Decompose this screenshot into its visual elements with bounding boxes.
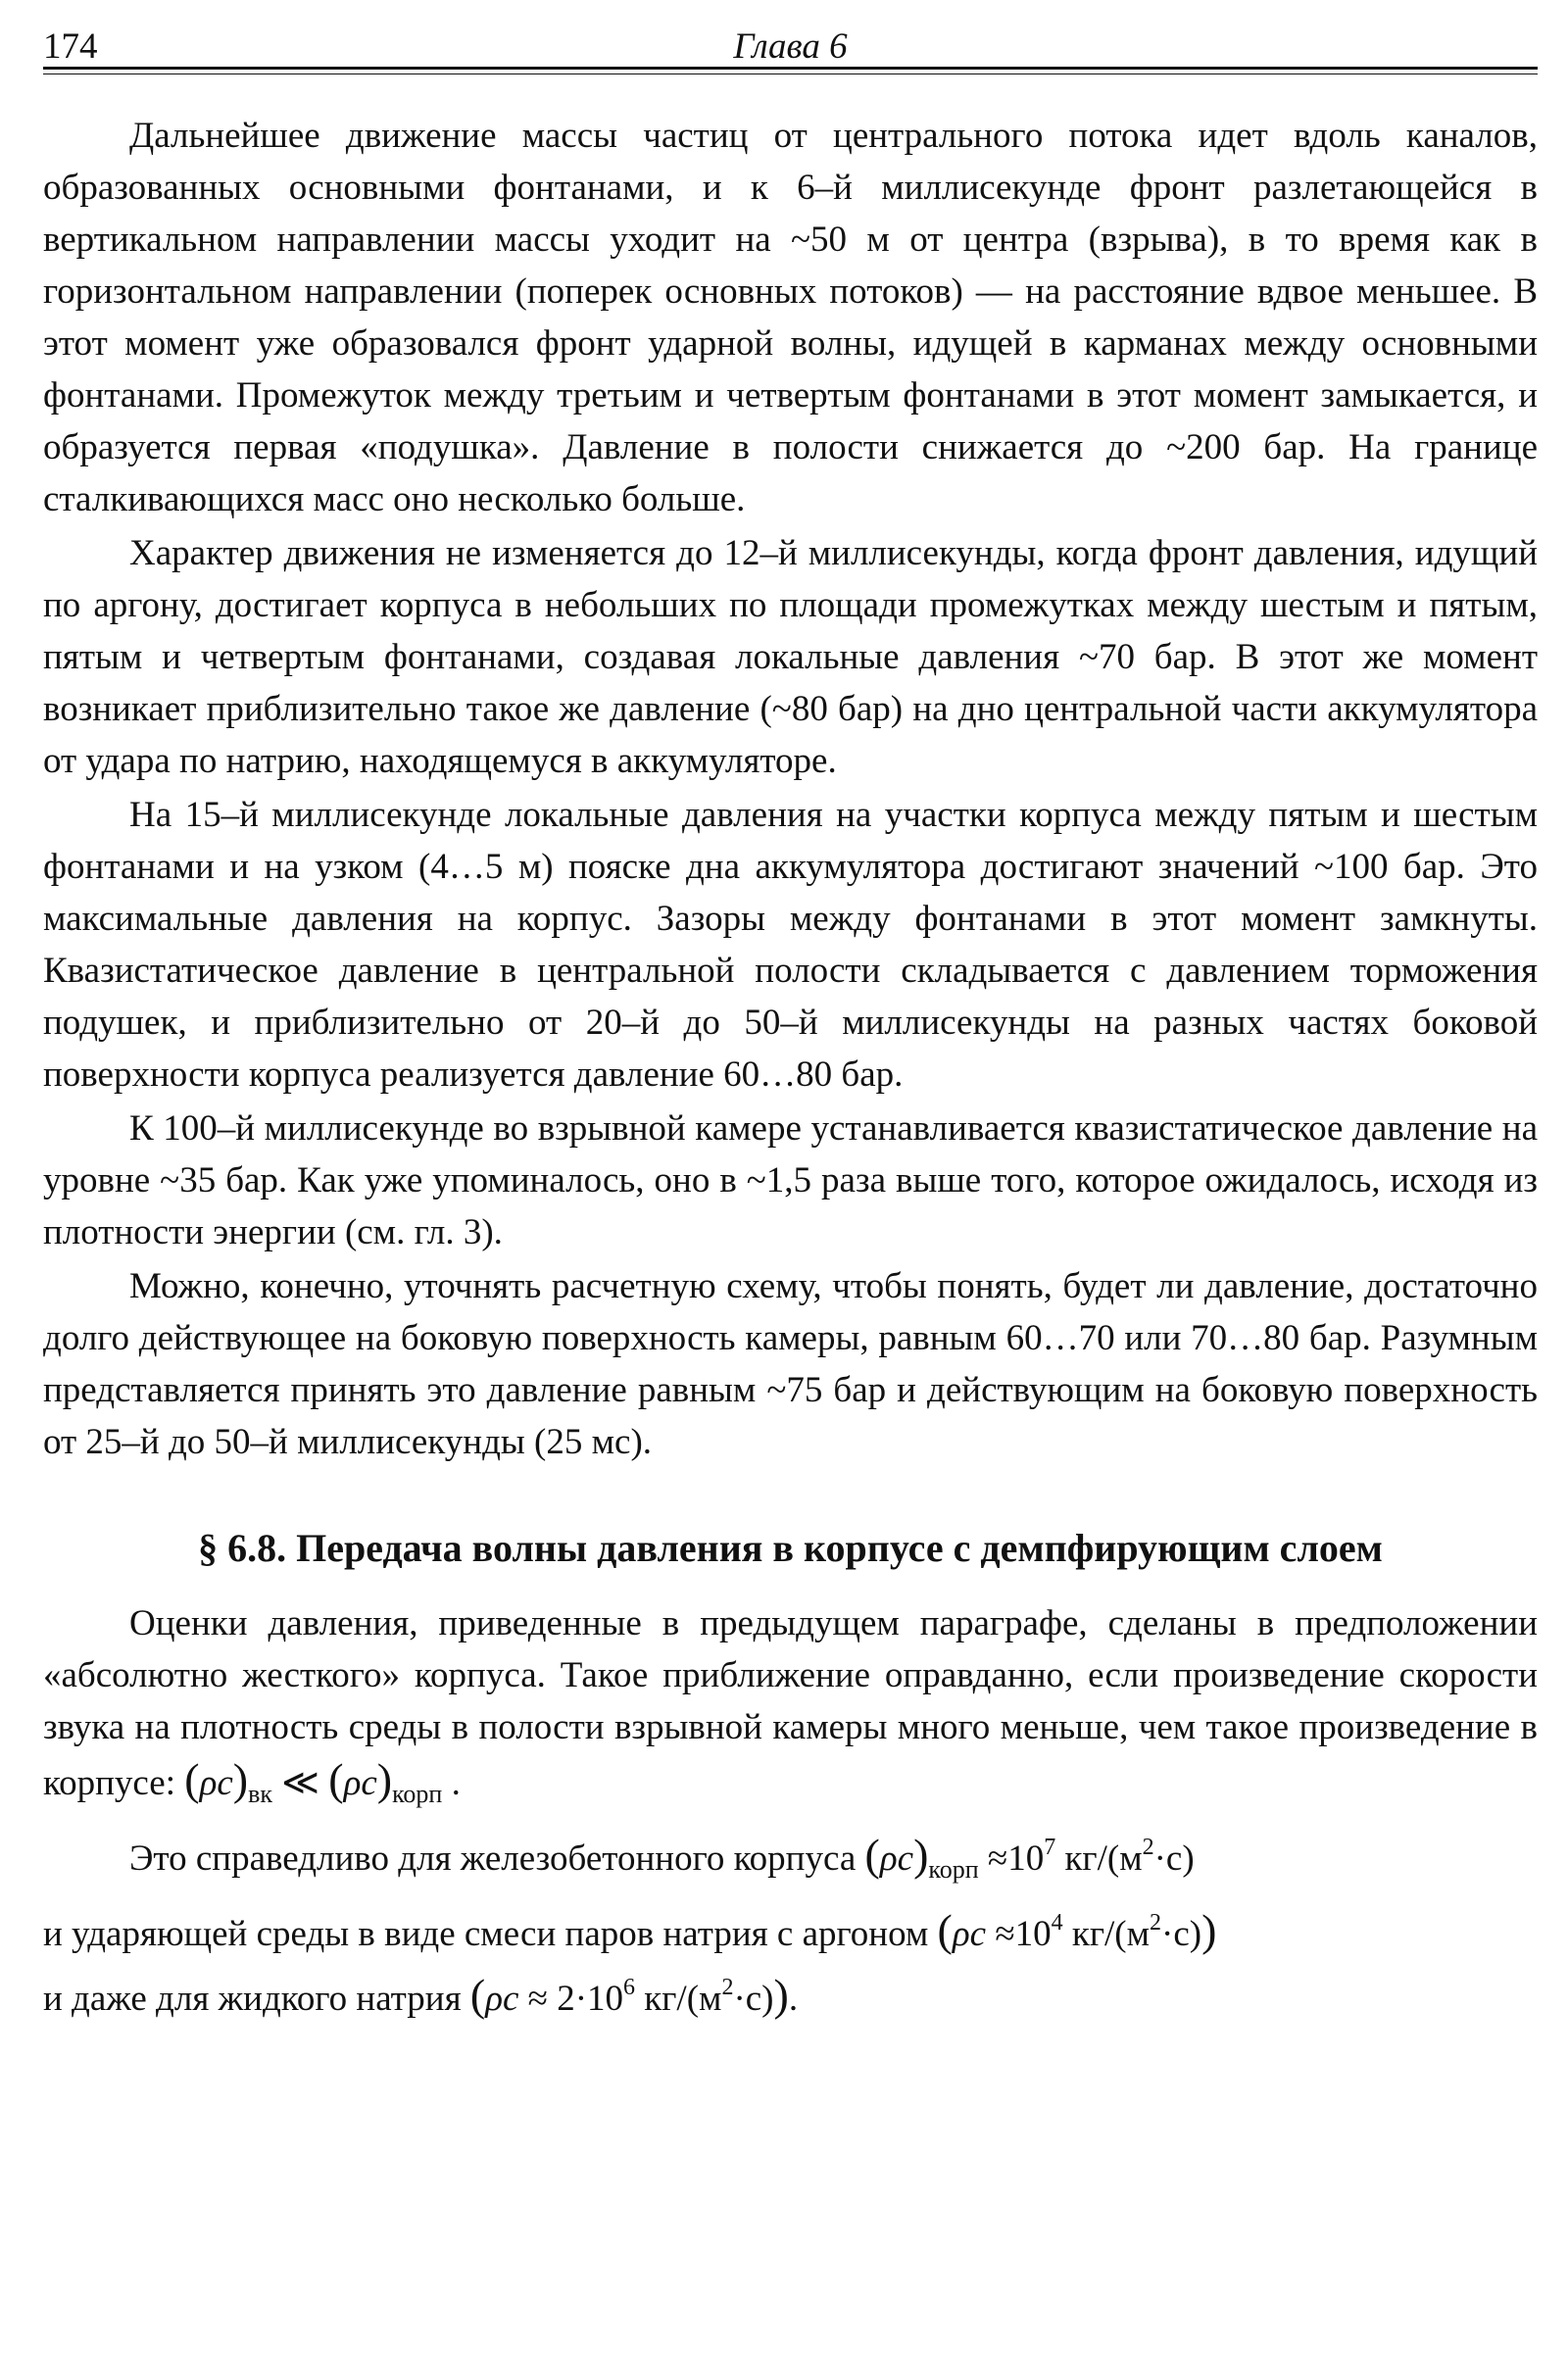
formula-paren: ) bbox=[1201, 1905, 1217, 1955]
formula-subscript: корп bbox=[928, 1855, 979, 1884]
formula-liquid-sodium bbox=[469, 1970, 799, 2020]
formula-end: . bbox=[788, 1979, 799, 2019]
formula-exponent: 4 bbox=[1051, 1910, 1063, 1936]
formula-subscript: корп bbox=[392, 1780, 443, 1808]
section-paragraph-4 bbox=[43, 1962, 1538, 2025]
formula-paren: ) bbox=[913, 1830, 929, 1880]
formula-unit: ·с) bbox=[1153, 1838, 1195, 1879]
section-paragraph-3 bbox=[43, 1897, 1538, 1960]
formula-paren: ( bbox=[184, 1754, 200, 1804]
formula-base: 10 bbox=[1007, 1838, 1045, 1879]
formula-unit: кг/(м bbox=[1064, 1838, 1143, 1879]
section-heading: § 6.8. Передача волны давления в корпусе с демпфирующим слоем bbox=[198, 1526, 1383, 1570]
section-paragraph-2 bbox=[43, 1822, 1538, 1895]
formula-unit: кг/(м bbox=[644, 1979, 722, 2019]
formula-unit: ·с) bbox=[1161, 1914, 1202, 1954]
section-paragraph-2-text: Это справедливо для железобетонного корпуса bbox=[129, 1838, 857, 1879]
formula-paren: ( bbox=[864, 1830, 880, 1880]
section-paragraph-4-text: и даже для жидкого натрия bbox=[43, 1979, 462, 2019]
formula-unit: кг/(м bbox=[1071, 1914, 1151, 1954]
section-paragraph-1 bbox=[43, 1597, 1538, 1820]
formula-unit-exponent: 2 bbox=[721, 1975, 734, 2000]
body-text bbox=[43, 110, 1538, 2027]
formula-paren: ( bbox=[328, 1754, 344, 1804]
formula-unit-exponent: 2 bbox=[1150, 1910, 1162, 1936]
formula-unit-exponent: 2 bbox=[1142, 1835, 1154, 1860]
section-paragraph-3-text: и ударяющей среды в виде смеси паров натрия с аргоном bbox=[43, 1914, 929, 1954]
header-rule-thick bbox=[43, 67, 1538, 70]
formula-base: 10 bbox=[1014, 1914, 1052, 1954]
formula-approx: ≈ bbox=[995, 1914, 1015, 1954]
formula-approx: ≈ bbox=[987, 1838, 1008, 1879]
formula-paren: ) bbox=[232, 1754, 249, 1804]
formula-var: ρc bbox=[343, 1763, 377, 1803]
formula-exponent: 7 bbox=[1044, 1835, 1056, 1860]
formula-paren: ( bbox=[469, 1970, 486, 2020]
section-paragraph-1-text: Оценки давления, приведенные в предыдущем параграфе, сделаны в предположении «абсолютно жесткого» корпуса. Такое приближение оправданно, если произведение скорости звука на плотность среды в полости взрывной камеры много меньше, чем такое произведение в корпусе: bbox=[43, 1603, 1538, 1803]
paragraph: Характер движения не изменяется до 12–й миллисекунды, когда фронт давления, идущий по аргону, достигает корпуса в небольших по площади промежутках между шестым и пятым, пятым и четвертым фонтанами, создавая локальные давления ~70 бар. В этот же момент возникает приблизительно такое же давление (~80 бар) на дно центральной части аккумулятора от удара по натрию, находящемуся в аккумуляторе. bbox=[43, 533, 1538, 781]
formula-var: ρc bbox=[199, 1763, 233, 1803]
formula-end: . bbox=[451, 1763, 461, 1803]
formula-paren: ) bbox=[773, 1970, 789, 2020]
formula-unit: ·с) bbox=[733, 1979, 774, 2019]
formula-exponent: 6 bbox=[623, 1975, 636, 2000]
formula-impedance-inequality bbox=[184, 1754, 461, 1808]
formula-paren: ( bbox=[937, 1905, 953, 1955]
formula-approx: ≈ bbox=[527, 1979, 548, 2019]
formula-var: ρc bbox=[879, 1838, 914, 1879]
page-number: 174 bbox=[43, 26, 98, 67]
paragraph: К 100–й миллисекунде во взрывной камере устанавливается квазистатическое давление на уровне ~35 бар. Как уже упоминалось, оно в ~1,5 раза выше того, которое ожидалось, исходя из плотности энергии (см. гл. 3). bbox=[43, 1108, 1538, 1252]
page-header bbox=[43, 22, 1538, 73]
formula-vapor bbox=[937, 1905, 1217, 1955]
formula-var: ρc bbox=[952, 1914, 987, 1954]
formula-paren: ) bbox=[376, 1754, 393, 1804]
formula-subscript: вк bbox=[248, 1780, 272, 1808]
paragraph: На 15–й миллисекунде локальные давления на участки корпуса между пятым и шестым фонтанами и на узком (4…5 м) пояске дна аккумулятора достигают значений ~100 бар. Это максимальные давления на корпус. Зазоры между фонтанами в этот момент замкнуты. Квазистатическое давление в центральной полости складывается с давлением торможения подушек, и приблизительно от 20–й до 50–й миллисекунды на разных частях боковой поверхности корпуса реализуется давление 60…80 бар. bbox=[43, 795, 1538, 1095]
paragraph: Дальнейшее движение массы частиц от центрального потока идет вдоль каналов, образованных основными фонтанами, и к 6–й миллисекунде фронт разлетающейся в вертикальном направлении массы уходит на ~50 м от центра (взрыва), в то время как в горизонтальном направлении (поперек основных потоков) — на расстояние вдвое меньшее. В этот момент уже образовался фронт ударной волны, идущей в карманах между основными фонтанами. Промежуток между третьим и четвертым фонтанами в этот момент замыкается, и образуется первая «подушка». Давление в полости снижается до ~200 бар. На границе сталкивающихся масс оно несколько больше. bbox=[43, 116, 1538, 519]
formula-concrete bbox=[864, 1830, 1195, 1884]
running-head-chapter: Глава 6 bbox=[733, 26, 848, 67]
paragraph: Можно, конечно, уточнять расчетную схему, чтобы понять, будет ли давление, достаточно долго действующее на боковую поверхность камеры, равным 60…70 или 70…80 бар. Разумным представляется принять это давление равным ~75 бар и действующим на боковую поверхность от 25–й до 50–й миллисекунды (25 мс). bbox=[43, 1266, 1538, 1462]
formula-var: ρc bbox=[485, 1979, 519, 2019]
formula-coef: 2·10 bbox=[557, 1979, 624, 2019]
formula-operator: ≪ bbox=[281, 1763, 319, 1803]
